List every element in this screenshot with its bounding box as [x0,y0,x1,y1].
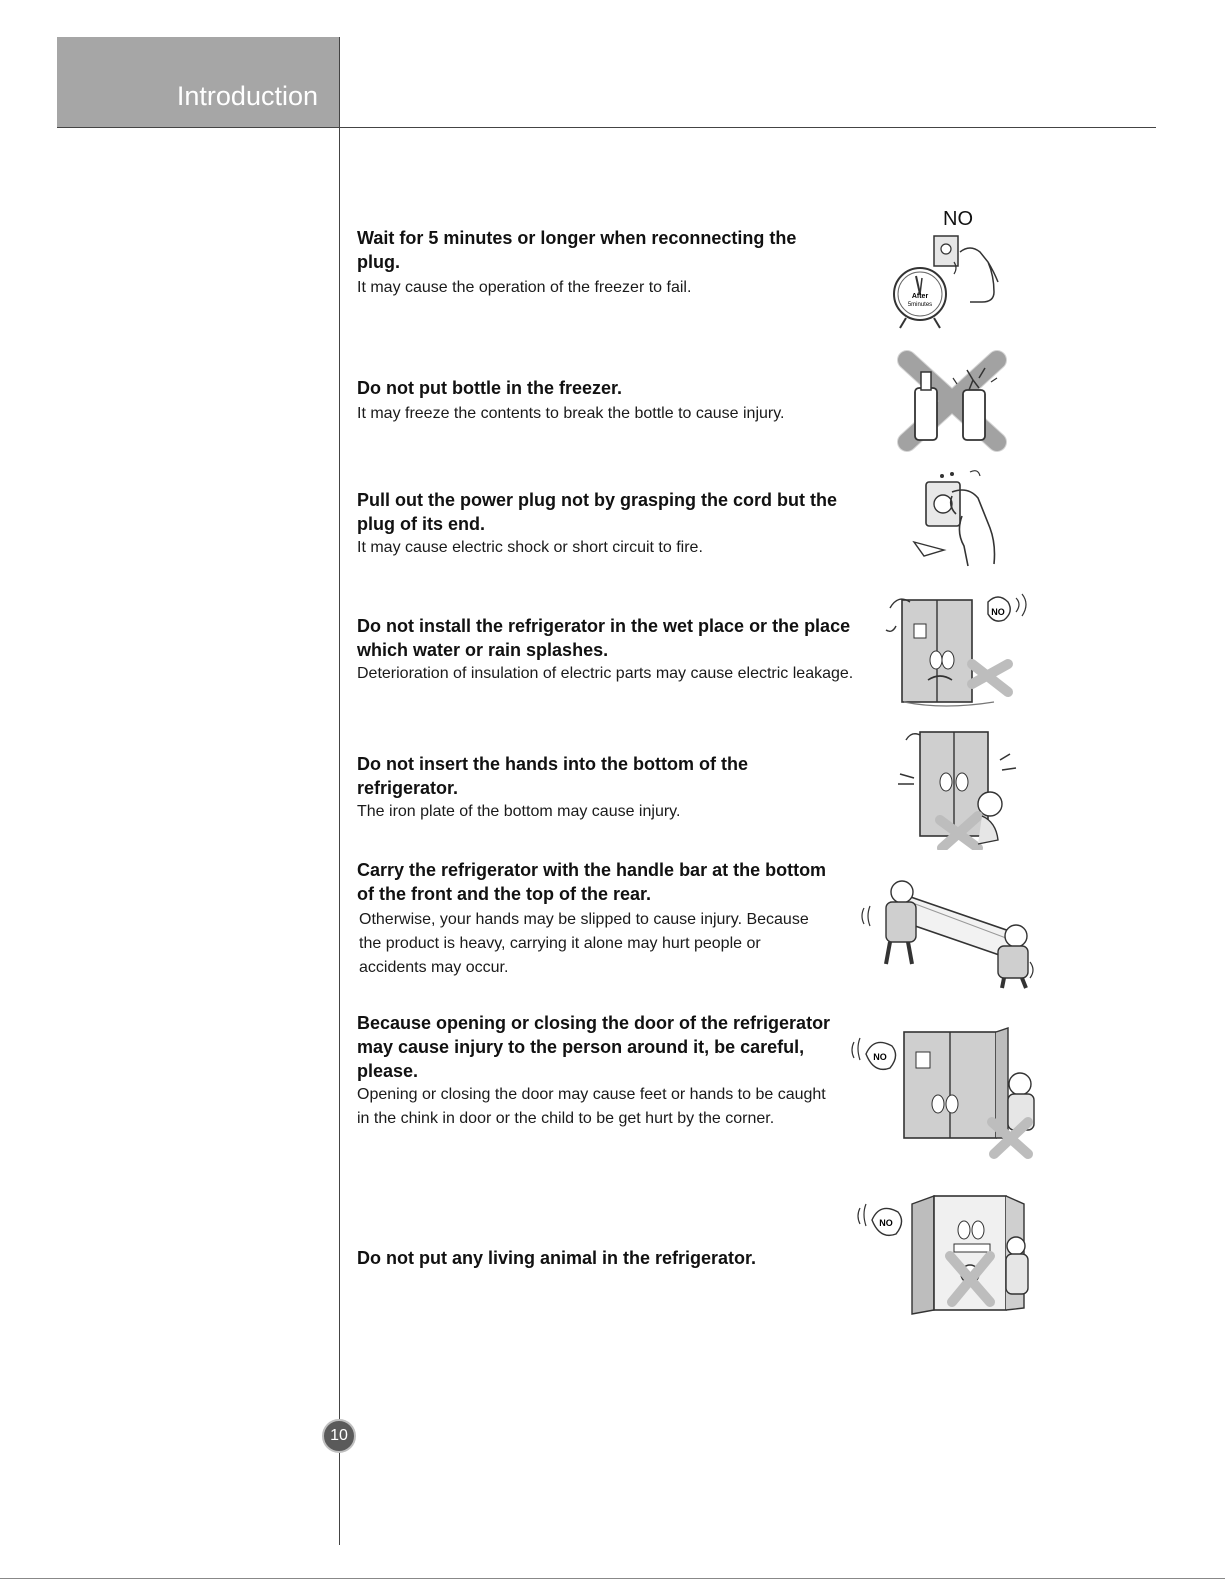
item-title: Do not put any living animal in the refrigerator. [357,1248,757,1268]
page-bottom-rule [0,1578,1225,1579]
clock-plug-illustration [884,232,1008,332]
animal-illustration [854,1190,1038,1316]
item-title: Carry the refrigerator with the handle bar at the bottom of the front and the top of the rear. [357,860,827,904]
item-desc: It may cause the operation of the freezer to fail. [357,279,692,296]
hand-no-text: NO [879,1218,893,1228]
item-desc: Otherwise, your hands may be slipped to cause injury. Because the product is heavy, carrying it alone may hurt people or accidents may occur. [359,911,809,976]
door-child-illustration [848,1024,1040,1160]
no-label: NO [943,208,973,230]
safety-item-power-plug [357,488,837,560]
item-desc: Opening or closing the door may cause feet or hands to be caught in the chink in door or the child to be get hurt by the corner. [357,1086,826,1127]
section-tab [57,37,340,128]
item-desc: It may cause electric shock or short circuit to fire. [357,539,703,556]
hand-no-text: NO [991,607,1005,617]
safety-item-wet-place [357,614,857,686]
page-number-badge: 10 [322,1419,356,1453]
section-title: Introduction [176,81,318,111]
header-rule [339,127,1156,128]
item-title: Because opening or closing the door of the refrigerator may cause injury to the person around it, be careful, please. [357,1013,831,1081]
item-desc: The iron plate of the bottom may cause injury. [357,803,681,820]
item-desc: It may freeze the contents to break the bottle to cause injury. [357,405,785,422]
plug-hand-illustration [912,466,1002,570]
header-rule-left [57,127,340,128]
item-title: Pull out the power plug not by grasping the cord but the plug of its end. [357,490,837,534]
item-desc: Deterioration of insulation of electric parts may cause electric leakage. [357,665,854,682]
safety-item-living-animal [357,1246,837,1270]
safety-item-reconnect-plug [357,226,827,300]
clock-text-after: After [911,293,929,300]
margin-rule [339,37,340,1545]
item-title: Do not insert the hands into the bottom of the refrigerator. [357,754,748,798]
bottle-x-illustration [893,350,1011,452]
item-title: Wait for 5 minutes or longer when reconnecting the plug. [357,228,797,272]
clock-text-minutes: 5minutes [907,302,933,308]
item-title: Do not install the refrigerator in the wet place or the place which water or rain splashes. [357,616,851,660]
hands-bottom-illustration [896,724,1022,850]
safety-item-bottle [357,376,857,426]
hand-no-text: NO [873,1052,887,1062]
wet-place-illustration [884,588,1032,712]
carrying-illustration [858,872,1038,992]
safety-item-carry [357,858,827,980]
safety-item-hands-bottom [357,752,827,824]
item-title: Do not put bottle in the freezer. [357,378,622,398]
safety-item-door [357,1011,842,1131]
